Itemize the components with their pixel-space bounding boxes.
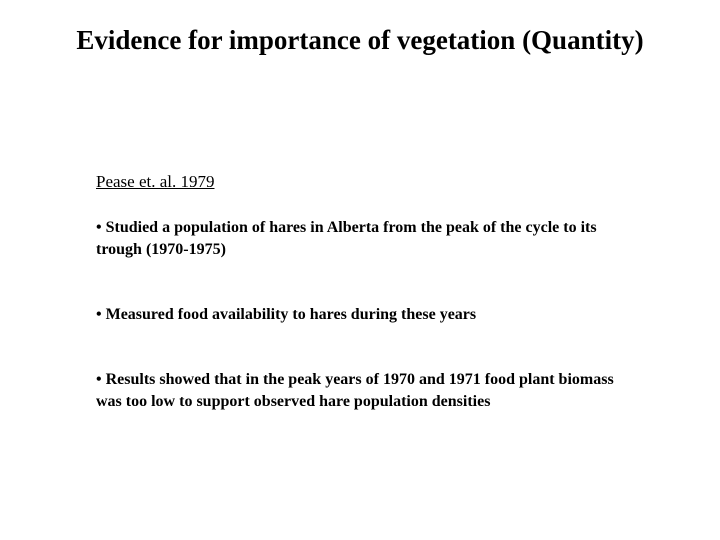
slide-title: Evidence for importance of vegetation (Quantity) bbox=[76, 25, 644, 55]
citation-heading: Pease et. al. 1979 bbox=[96, 172, 215, 191]
slide-body bbox=[96, 171, 616, 413]
bullet-point: • Measured food availability to hares during these years bbox=[96, 306, 477, 323]
bullet-point: • Studied a population of hares in Alberta from the peak of the cycle to its trough (1970-1975) bbox=[96, 219, 597, 258]
bullet-point: • Results showed that in the peak years of 1970 and 1971 food plant biomass was too low to support observed hare population densities bbox=[96, 371, 614, 410]
